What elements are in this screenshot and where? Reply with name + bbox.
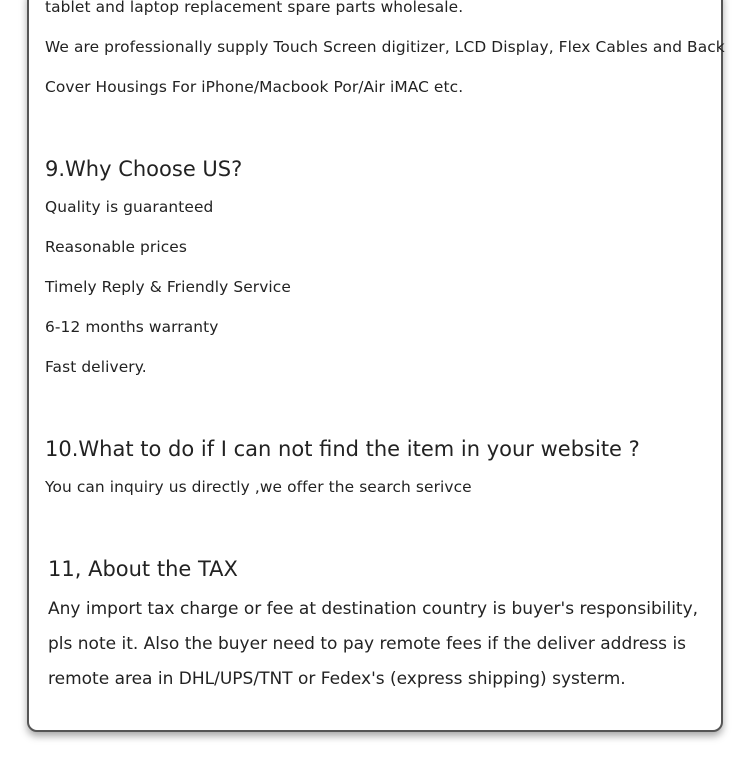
- tax-line-2: pls note it. Also the buyer need to pay remote fees if the deliver address is: [48, 634, 687, 654]
- intro-line-1: tablet and laptop replacement spare parts wholesale.: [45, 0, 464, 16]
- tax-line-3: remote area in DHL/UPS/TNT or Fedex's (express shipping) systerm.: [48, 669, 626, 689]
- why-choose-item: Timely Reply & Friendly Service: [45, 278, 291, 296]
- tax-line-1: Any import tax charge or fee at destination country is buyer's responsibility,: [48, 599, 699, 619]
- why-choose-item: Quality is guaranteed: [45, 198, 214, 216]
- not-found-heading: 10.What to do if I can not find the item in your website ?: [45, 437, 640, 461]
- why-choose-item: 6-12 months warranty: [45, 318, 219, 336]
- why-choose-item: Fast delivery.: [45, 358, 147, 376]
- not-found-text: You can inquiry us directly ,we offer the search serivce: [45, 478, 472, 496]
- why-choose-heading: 9.Why Choose US?: [45, 157, 243, 181]
- why-choose-item: Reasonable prices: [45, 238, 187, 256]
- intro-line-2: We are professionally supply Touch Screen digitizer, LCD Display, Flex Cables and Back: [45, 38, 725, 56]
- intro-line-3: Cover Housings For iPhone/Macbook Por/Air iMAC etc.: [45, 78, 464, 96]
- tax-heading: 11, About the TAX: [48, 557, 238, 581]
